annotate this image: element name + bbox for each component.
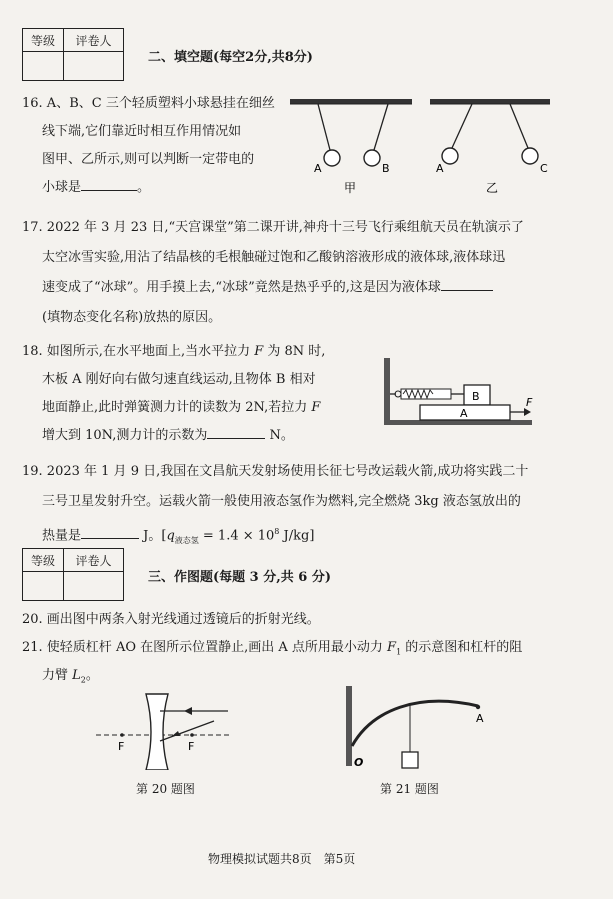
q17-answer-blank[interactable] — [441, 278, 493, 291]
point-a — [476, 705, 480, 709]
grade-table-top — [22, 28, 124, 81]
grade-cell — [23, 52, 64, 81]
lever-ao — [352, 701, 478, 746]
ball-a-yi — [442, 148, 458, 164]
q16-line4-text: 小球是 — [42, 180, 82, 195]
fig20-lens-diagram — [96, 690, 236, 770]
q17-line3 — [42, 274, 493, 301]
q18-line4-a: 增大到 10N,测力计的示数为 — [42, 428, 208, 443]
label-c-yi: C — [540, 162, 548, 175]
wall-21 — [346, 686, 352, 766]
q21-f1-symbol: F — [387, 640, 397, 655]
focal-point-right — [190, 733, 194, 737]
q18-line1 — [22, 338, 325, 365]
q18-line2: 木板 A 刚好向右做匀速直线运动,且物体 B 相对 — [42, 372, 316, 387]
grader-cell-2 — [64, 572, 124, 601]
q16-answer-blank[interactable] — [81, 178, 137, 191]
label-o: O — [354, 756, 364, 769]
grade-header: 等级 — [23, 29, 64, 52]
q18-line4-b: N。 — [265, 428, 294, 443]
fig21-lever-diagram — [338, 680, 508, 780]
grader-cell — [64, 52, 124, 81]
q17-line1: 17. 2022 年 3 月 23 日,“天宫课堂”第二课开讲,神舟十三号飞行乘组航天员在轨演示了 — [22, 220, 524, 235]
spring-scale — [390, 389, 464, 399]
label-a-yi: A — [436, 162, 444, 175]
q18-force-symbol-2: F — [311, 400, 321, 415]
q21-line1 — [22, 634, 522, 666]
ground — [384, 420, 532, 425]
ball-c-yi — [522, 148, 538, 164]
q18-line4 — [42, 422, 294, 449]
q16-figure — [290, 94, 590, 194]
q19-q-subscript: 液态氢 — [174, 535, 199, 545]
q19-q-symbol: q — [166, 528, 175, 544]
q16-line1: 16. A、B、C 三个轻质塑料小球悬挂在细丝 — [22, 96, 275, 111]
q21-line2-a: 力臂 — [42, 668, 73, 683]
q16-line4 — [42, 174, 150, 201]
section-2-title: 二、填空题(每空2分,共8分) — [148, 50, 313, 65]
q18-line3 — [42, 394, 320, 421]
label-yi: 乙 — [486, 181, 499, 194]
focal-label-left: F — [118, 740, 125, 753]
grader-header: 评卷人 — [64, 29, 124, 52]
q21-line2-b: 。 — [85, 668, 99, 683]
q19-line2: 三号卫星发射升空。运载火箭一般使用液态氢作为燃料,完全燃烧 3kg 液态氢放出的 — [42, 494, 521, 509]
label-b-jia: B — [382, 162, 390, 175]
q21-l2-symbol: L — [72, 668, 81, 683]
q20-text: 20. 画出图中两条入射光线通过透镜后的折射光线。 — [22, 612, 320, 627]
q18-figure — [378, 350, 538, 430]
q19-line3-c: = 1.4 × 10 — [198, 528, 275, 544]
label-jia: 甲 — [344, 181, 357, 194]
q19-answer-blank[interactable] — [81, 526, 139, 539]
q18-answer-blank[interactable] — [207, 426, 265, 439]
q21-line1-b: 的示意图和杠杆的阻 — [401, 640, 523, 655]
q21-l2-sub: 2 — [80, 675, 86, 685]
q19-exponent: 8 — [274, 527, 280, 536]
q16-line2: 线下端,它们靠近时相互作用情况如 — [42, 124, 242, 139]
page-footer: 物理模拟试题共8页 第5页 — [208, 852, 356, 866]
label-a-jia: A — [314, 162, 322, 175]
grade-header-2: 等级 — [23, 549, 64, 572]
focal-label-right: F — [188, 740, 195, 753]
q19-line3-d: J/kg] — [279, 528, 315, 544]
q18-force-symbol: F — [254, 344, 264, 359]
q21-line2 — [42, 662, 99, 694]
ceiling-yi — [430, 99, 550, 104]
ball-a-jia — [324, 150, 340, 166]
q21-line1-a: 21. 使轻质杠杆 AO 在图所示位置静止,画出 A 点所用最小动力 — [22, 640, 388, 655]
q19-line3-b: J。[ — [139, 528, 167, 544]
q21-f1-sub: 1 — [396, 647, 402, 657]
q17-line4: (填物态变化名称)放热的原因。 — [42, 310, 222, 325]
q19-line3-a: 热量是 — [42, 528, 82, 544]
q16-line3: 图甲、乙所示,则可以判断一定带电的 — [42, 152, 255, 167]
grade-cell-2 — [23, 572, 64, 601]
label-a: A — [476, 712, 484, 725]
q19-line1: 19. 2023 年 1 月 9 日,我国在文昌航天发射场使用长征七号改运载火箭,成功将实践二十 — [22, 464, 529, 479]
fig20-caption: 第 20 题图 — [136, 782, 195, 796]
wall — [384, 358, 390, 424]
section-3-title: 三、作图题(每题 3 分,共 6 分) — [148, 570, 332, 585]
concave-lens — [146, 694, 168, 770]
focal-point-left — [120, 733, 124, 737]
ball-b-jia — [364, 150, 380, 166]
q18-line1-a: 18. 如图所示,在水平地面上,当水平拉力 — [22, 344, 255, 359]
force-f-label: F — [526, 396, 533, 409]
hanging-weight — [402, 752, 418, 768]
board-a-label: A — [460, 407, 468, 420]
q16-line4-end: 。 — [137, 180, 151, 195]
block-b-label: B — [472, 390, 480, 403]
q18-line1-b: 为 8N 时, — [263, 344, 326, 359]
incident-ray-oblique — [160, 721, 214, 741]
q17-line2: 太空冰雪实验,用沾了结晶核的毛根触碰过饱和乙酸钠溶液形成的液体球,液体球迅 — [42, 250, 506, 265]
grade-table-bottom — [22, 548, 124, 601]
ceiling-jia — [290, 99, 412, 104]
q17-line3-text: 速变成了“冰球”。用手摸上去,“冰球”竟然是热乎乎的,这是因为液体球 — [42, 280, 441, 295]
q18-line3-a: 地面静止,此时弹簧测力计的读数为 2N,若拉力 — [42, 400, 312, 415]
grader-header-2: 评卷人 — [64, 549, 124, 572]
fig21-caption: 第 21 题图 — [380, 782, 439, 796]
